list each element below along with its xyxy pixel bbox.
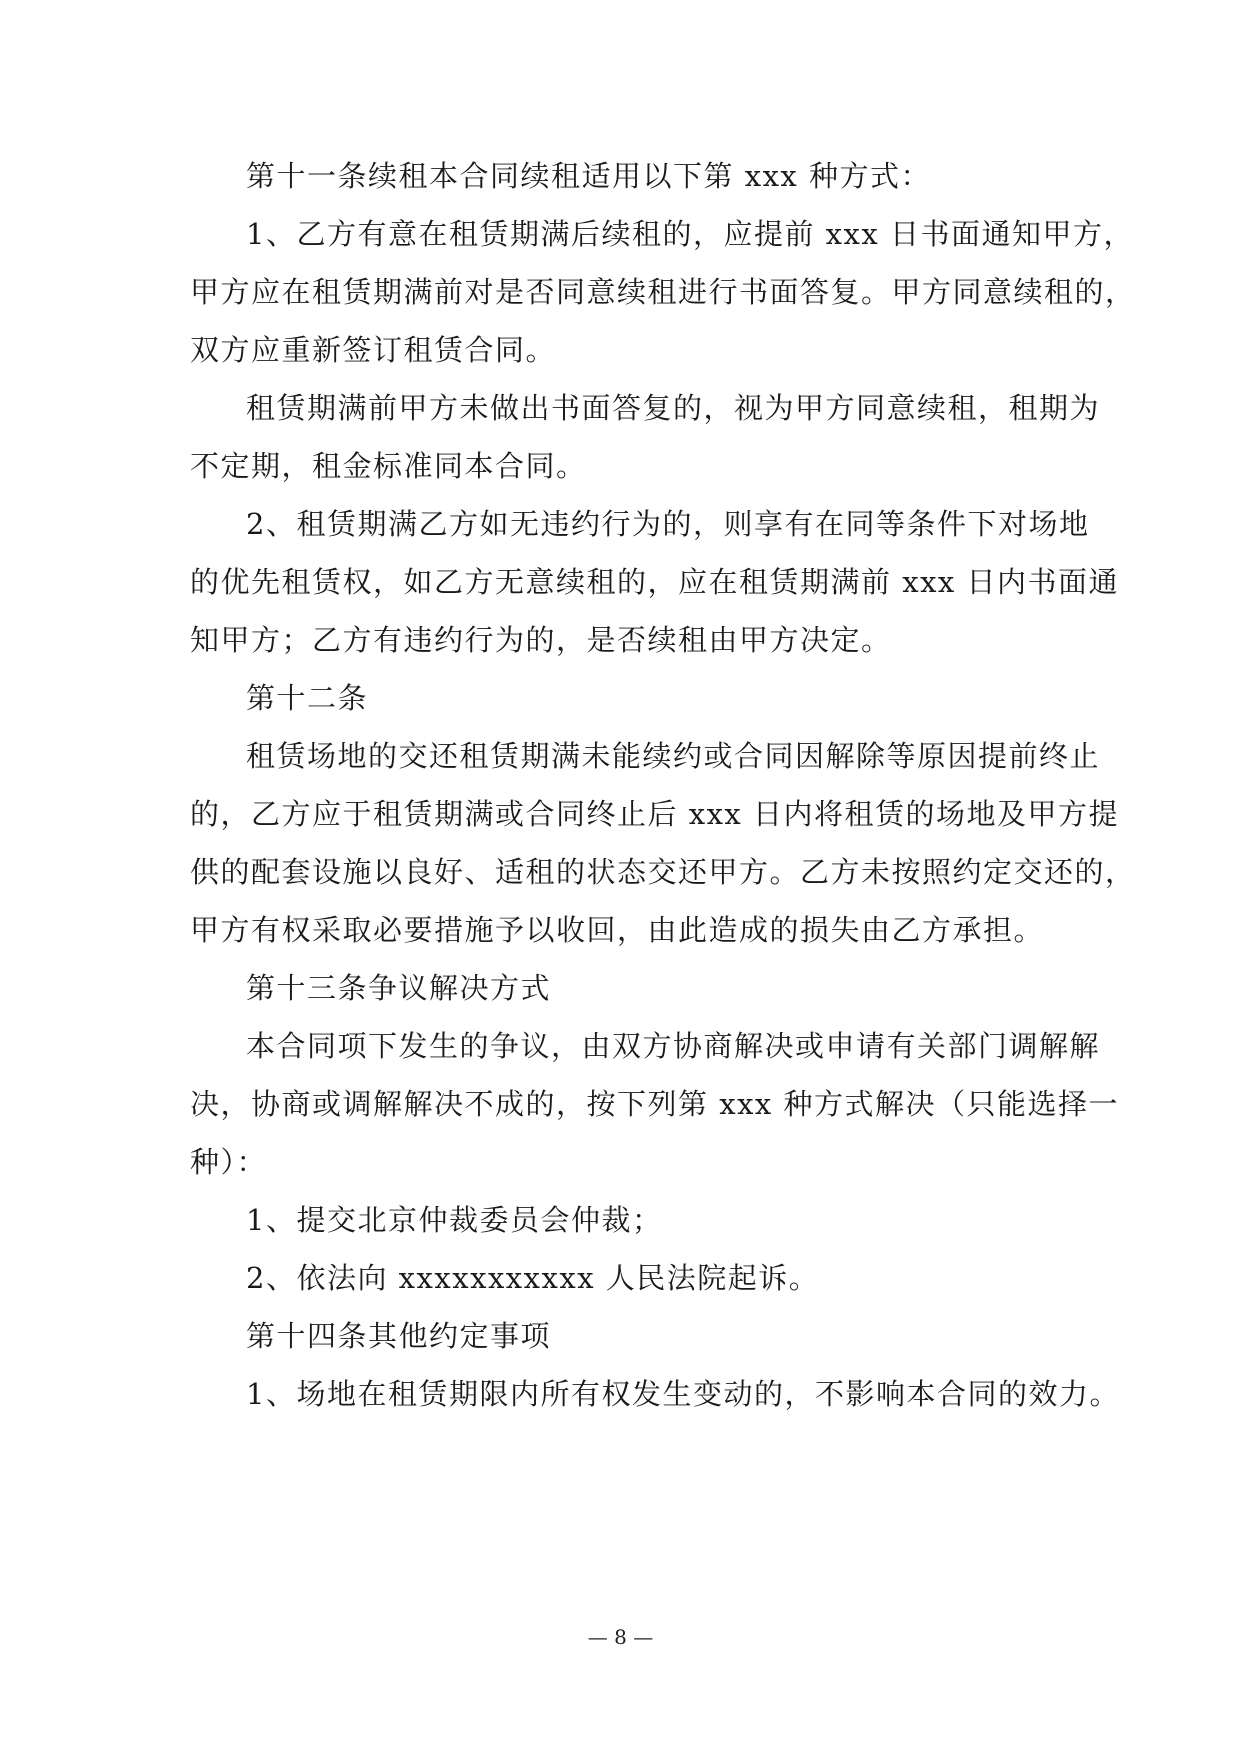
list-item: 1、提交北京仲裁委员会仲裁； — [246, 1203, 663, 1237]
article-11-heading: 第十一条续租本合同续租适用以下第 xxx 种方式： — [246, 159, 932, 193]
article-12-heading: 第十二条 — [246, 681, 369, 715]
paragraph-line: 的优先租赁权，如乙方无意续租的，应在租赁期满前 xxx 日内书面通 — [190, 565, 1120, 599]
paragraph-line: 决，协商或调解解决不成的，按下列第 xxx 种方式解决（只能选择一 — [190, 1087, 1120, 1121]
paragraph-line: 的，乙方应于租赁期满或合同终止后 xxx 日内将租赁的场地及甲方提 — [190, 797, 1120, 831]
article-13-heading: 第十三条争议解决方式 — [246, 971, 552, 1005]
paragraph-line: 甲方应在租赁期满前对是否同意续租进行书面答复。甲方同意续租的， — [190, 275, 1136, 309]
paragraph-line: 租赁场地的交还租赁期满未能续约或合同因解除等原因提前终止 — [246, 739, 1101, 773]
paragraph-line: 甲方有权采取必要措施予以收回，由此造成的损失由乙方承担。 — [190, 913, 1045, 947]
list-item: 2、依法向 xxxxxxxxxxx 人民法院起诉。 — [246, 1261, 820, 1295]
paragraph-line: 1、乙方有意在租赁期满后续租的，应提前 xxx 日书面通知甲方， — [246, 217, 1134, 251]
paragraph-line: 知甲方；乙方有违约行为的，是否续租由甲方决定。 — [190, 623, 892, 657]
paragraph-line: 不定期，租金标准同本合同。 — [190, 449, 587, 483]
paragraph-line: 本合同项下发生的争议，由双方协商解决或申请有关部门调解解 — [246, 1029, 1101, 1063]
paragraph-line: 双方应重新签订租赁合同。 — [190, 333, 557, 367]
page-number: — 8 — — [587, 1625, 654, 1649]
paragraph-line: 供的配套设施以良好、适租的状态交还甲方。乙方未按照约定交还的， — [190, 855, 1136, 889]
list-item: 1、场地在租赁期限内所有权发生变动的，不影响本合同的效力。 — [246, 1377, 1120, 1411]
paragraph-line: 租赁期满前甲方未做出书面答复的，视为甲方同意续租，租期为 — [246, 391, 1101, 425]
paragraph-line: 种）： — [190, 1145, 268, 1179]
paragraph-line: 2、租赁期满乙方如无违约行为的，则享有在同等条件下对场地 — [246, 507, 1090, 541]
article-14-heading: 第十四条其他约定事项 — [246, 1319, 552, 1353]
